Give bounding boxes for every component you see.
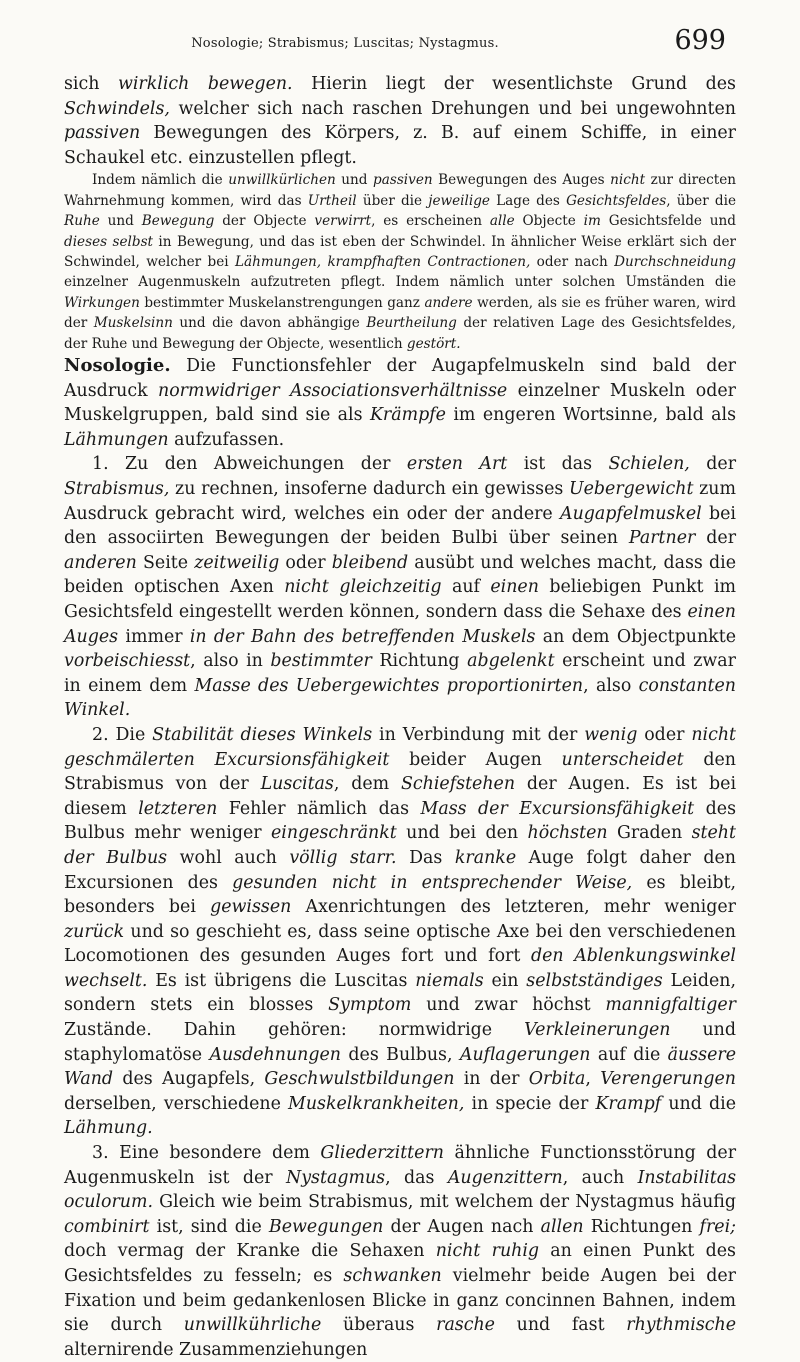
emphasis: normwidriger Associationsverhältnisse	[158, 380, 508, 401]
emphasis: rhythmische	[626, 1315, 737, 1336]
emphasis: wenig	[584, 724, 638, 745]
emphasis: Strabismus,	[64, 479, 170, 499]
emphasis: gesunden nicht in entsprechender Weise,	[232, 872, 633, 893]
emphasis: Muskelsinn	[93, 315, 173, 332]
emphasis: äussere Wand	[64, 1044, 736, 1090]
emphasis: gestört.	[406, 335, 461, 352]
emphasis: zurück	[64, 921, 125, 942]
emphasis: passiven	[373, 172, 433, 189]
emphasis: Orbita	[528, 1069, 586, 1090]
emphasis: völlig starr.	[289, 847, 397, 868]
emphasis: constanten Winkel.	[64, 675, 736, 721]
emphasis: allen	[540, 1216, 584, 1237]
emphasis: anderen	[64, 552, 137, 573]
emphasis: Verkleinerungen	[524, 1020, 671, 1041]
emphasis: Luscitas	[260, 774, 334, 795]
emphasis: Instabilitas oculorum.	[64, 1167, 737, 1213]
emphasis: kranke	[454, 847, 517, 868]
emphasis: Lähmungen	[64, 429, 169, 450]
emphasis: gewissen	[210, 897, 292, 918]
emphasis: Lähmungen, krampfhaften Contractionen,	[234, 254, 531, 270]
emphasis: Partner	[628, 528, 696, 549]
emphasis: vorbeischiesst	[64, 651, 191, 672]
paragraph-luscitas: 2. Die Stabilität dieses Winkels in Verbindung mit der wenig oder nicht geschmälerten Excursionsfähigkeit beider Augen unterscheidet den Strabismus von der Luscitas, dem Schiefstehen der Augen. Es ist bei diesem letzteren Fehler nämlich das Mass der Excursionsfähigkeit des Bulbus mehr weniger eingeschränkt und bei den höchsten Graden steht der Bulbus wohl auch völlig starr. Das kranke Auge folgt daher den Excursionen des gesunden nicht in entsprechender Weise, es bleibt, besonders bei gewissen Axenrichtungen des letzteren, mehr weniger zurück und so geschieht es, dass seine optische Axe bei den verschiedenen Locomotionen des gesunden Auges fort und fort den Ablenkungswinkel wechselt. Es ist übrigens die Luscitas niemals ein selbstständiges Leiden, sondern stets ein blosses Symptom und zwar höchst mannigfaltiger Zustände. Dahin gehören: normwidrige Verkleinerungen und staphylomatöse Ausdehnungen des Bulbus, Auflagerungen auf die äussere Wand des Augapfels, Geschwulstbildungen in der Orbita, Verengerungen derselben, verschiedene Muskelkrankheiten, in specie der Krampf und die Lähmung.	[64, 724, 737, 1139]
section-title: Nosologie.	[64, 355, 171, 377]
emphasis: Urtheil	[307, 192, 357, 209]
emphasis: Bewegungen	[268, 1216, 384, 1237]
paragraph-strabismus: 1. Zu den Abweichungen der ersten Art ist das Schielen, der Strabismus, zu rechnen, insoferne dadurch ein gewisses Uebergewicht zum Ausdruck gebracht wird, welches ein oder der andere Augapfelmuskel bei den associirten Bewegungen der beiden Bulbi über seinen Partner der anderen Seite zeitweilig oder bleibend ausübt und welches macht, dass die beiden optischen Axen nicht gleichzeitig auf einen beliebigen Punkt im Gesichtsfeld eingestellt werden können, sondern dass die Sehaxe des einen Auges immer in der Bahn des betreffenden Muskels an dem Objectpunkte vorbeischiesst, also in bestimmter Richtung abgelenkt erscheint und zwar in einem dem Masse des Uebergewichtes proportionirten, also constanten Winkel.	[64, 454, 737, 721]
paragraph-schwindel: sich wirklich bewegen. Hierin liegt der wesentlichste Grund des Schwindels, welcher sich nach raschen Drehungen und bei ungewohnten passiven Bewegungen des Körpers, z. B. auf einem Schiffe, in einer Schaukel etc. einzustellen pflegt.	[64, 74, 736, 168]
emphasis: Verengerungen	[600, 1069, 737, 1090]
emphasis: bestimmter	[270, 651, 372, 672]
emphasis: rasche	[436, 1315, 495, 1336]
emphasis: ersten Art	[406, 454, 508, 475]
emphasis: dieses selbst	[64, 233, 154, 250]
running-head: Nosologie; Strabismus; Luscitas; Nystagmus.	[191, 36, 499, 51]
emphasis: zeitweilig	[194, 552, 280, 573]
emphasis: Ausdehnungen	[209, 1044, 341, 1065]
emphasis: im	[583, 213, 601, 230]
emphasis: Augapfelmuskel	[560, 503, 702, 524]
emphasis: Schiefstehen	[401, 774, 516, 795]
emphasis: Beurtheilung	[366, 315, 457, 332]
emphasis: Uebergewicht	[568, 479, 694, 499]
emphasis: Symptom	[328, 995, 412, 1016]
emphasis: abgelenkt	[467, 651, 555, 672]
emphasis: Stabilität dieses Winkels	[152, 724, 373, 745]
emphasis: nicht geschmälerten Excursionsfähigkeit	[64, 724, 737, 770]
emphasis: Durchschneidung	[614, 254, 736, 270]
small-print-paragraph: Indem nämlich die unwillkürlichen und passiven Bewegungen des Auges nicht zur directen Wahrnehmung kommen, wird das Urtheil über die jeweilige Lage des Gesichtsfeldes, über die Ruhe und Bewegung der Objecte verwirrt, es erscheinen alle Objecte im Gesichtsfelde und dieses selbst in Bewegung, und das ist eben der Schwindel. In ähnlicher Weise erklärt sich der Schwindel, welcher bei Lähmungen, krampfhaften Contractionen, oder nach Durchschneidung einzelner Augenmuskeln aufzutreten pflegt. Indem nämlich unter solchen Umständen die Wirkungen bestimmter Muskelanstrengungen ganz andere werden, als sie es früher waren, wird der Muskelsinn und die davon abhängige Beurtheilung der relativen Lage des Gesichtsfeldes, der Ruhe und Bewegung der Objecte, wesentlich gestört.	[64, 172, 737, 352]
emphasis: eingeschränkt	[271, 823, 397, 844]
emphasis: frei;	[699, 1216, 736, 1237]
emphasis: jeweilige	[428, 192, 490, 209]
nosologie-text: Die Functionsfehler der Augapfelmuskeln sind bald der Ausdruck normwidriger Associationsverhältnisse einzelner Muskeln oder Muskelgruppen, bald sind sie als Krämpfe im engeren Wortsinne, bald als Lähmungen aufzufassen.	[64, 356, 736, 450]
emphasis: unwillkürlichen	[228, 172, 336, 189]
emphasis: mannigfaltiger	[605, 995, 736, 1016]
emphasis: bleibend	[331, 552, 409, 573]
emphasis: Krampf	[595, 1093, 662, 1114]
emphasis: nicht ruhig	[435, 1241, 540, 1262]
emphasis: Schielen,	[608, 454, 690, 475]
emphasis: nicht	[610, 172, 646, 189]
emphasis: den Ablenkungswinkel wechselt.	[64, 946, 736, 991]
emphasis: alle	[489, 213, 515, 230]
emphasis: einen Auges	[64, 601, 736, 647]
emphasis: Wirkungen	[64, 294, 140, 311]
emphasis: steht der Bulbus	[64, 823, 736, 868]
emphasis: in der Bahn des betreffenden Muskels	[189, 626, 536, 647]
emphasis: Masse des Uebergewichtes proportionirten	[194, 675, 584, 696]
emphasis: Schwindels,	[64, 98, 170, 119]
emphasis: Nystagmus	[286, 1167, 386, 1188]
emphasis: Augenzittern	[447, 1167, 563, 1188]
emphasis: niemals	[415, 970, 484, 991]
emphasis: combinirt	[64, 1216, 150, 1237]
emphasis: Lähmung.	[64, 1118, 153, 1139]
emphasis: Ruhe	[64, 213, 100, 230]
emphasis: Geschwulstbildungen	[264, 1069, 455, 1090]
emphasis: andere	[424, 294, 473, 311]
emphasis: Gesichtsfeldes	[566, 192, 667, 209]
paragraph-nosologie	[64, 354, 736, 452]
emphasis: selbstständiges	[526, 970, 663, 991]
emphasis: letzteren	[138, 798, 218, 819]
emphasis: einen	[490, 577, 539, 598]
emphasis: Muskelkrankheiten,	[288, 1093, 465, 1114]
emphasis: Gliederzittern	[320, 1143, 444, 1164]
emphasis: Bewegung	[141, 213, 215, 230]
emphasis: Krämpfe	[369, 405, 446, 426]
emphasis: unterscheidet	[561, 749, 684, 770]
paragraph-nystagmus: 3. Eine besondere dem Gliederzittern ähnliche Functionsstörung der Augenmuskeln ist der Nystagmus, das Augenzittern, auch Instabilitas oculorum. Gleich wie beim Strabismus, mit welchem der Nystagmus häufig combinirt ist, sind die Bewegungen der Augen nach allen Richtungen frei; doch vermag der Kranke die Sehaxen nicht ruhig an einen Punkt des Gesichtsfeldes zu fesseln; es schwanken vielmehr beide Augen bei der Fixation und beim gedankenlosen Blicke in ganz concinnen Bahnen, indem sie durch unwillkührliche überaus rasche und fast rhythmische alternirende Zusammenziehungen	[64, 1143, 737, 1360]
emphasis: schwanken	[343, 1266, 442, 1286]
emphasis: passiven	[64, 123, 141, 144]
emphasis: wirklich bewegen.	[117, 74, 293, 94]
emphasis: nicht gleichzeitig	[284, 577, 442, 598]
emphasis: Mass der Excursionsfähigkeit	[420, 798, 695, 819]
emphasis: Auflagerungen	[459, 1044, 591, 1065]
emphasis: höchsten	[527, 823, 608, 844]
emphasis: unwillkührliche	[183, 1315, 322, 1336]
page-header	[64, 20, 736, 62]
emphasis: verwirrt	[314, 213, 372, 230]
page-number: 699	[674, 25, 726, 56]
